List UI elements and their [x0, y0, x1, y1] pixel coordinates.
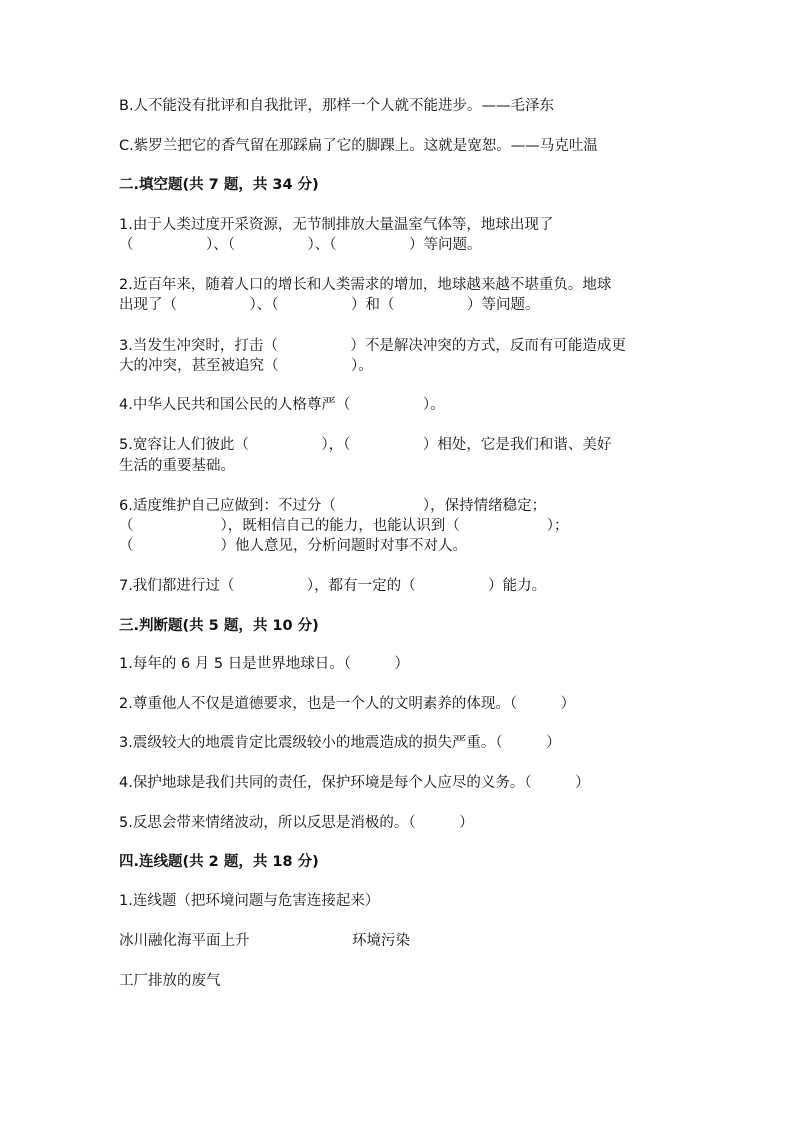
true-false-q3: 3.震级较大的地震肯定比震级较小的地震造成的损失严重。（ ） — [119, 735, 561, 751]
matching-right-item-1: 环境污染 — [352, 933, 410, 949]
fill-blank-q1-line1: 1.由于人类过度开采资源，无节制排放大量温室气体等，地球出现了 — [119, 217, 554, 233]
fill-blank-q2-line2: 出现了（ ）、（ ）和（ ）等问题。 — [119, 297, 540, 313]
fill-blank-q4-line1: 4.中华人民共和国公民的人格尊严（ ）。 — [119, 397, 445, 413]
fill-blank-q1-line2: （ ）、（ ）、（ ）等问题。 — [119, 237, 482, 253]
fill-blank-q6-line2: （ ），既相信自己的能力，也能认识到（ ）； — [119, 518, 569, 534]
fill-blank-q6-line3: （ ）他人意见，分析问题时对事不对人。 — [119, 538, 467, 554]
matching-left-item-1: 冰川融化海平面上升 — [119, 933, 250, 949]
true-false-q2: 2.尊重他人不仅是道德要求，也是一个人的文明素养的体现。（ ） — [119, 696, 576, 712]
section-heading-matching: 四.连线题(共 2 题，共 18 分) — [119, 854, 319, 870]
true-false-q5: 5.反思会带来情绪波动，所以反思是消极的。（ ） — [119, 815, 474, 831]
section-heading-true-false: 三.判断题(共 5 题，共 10 分) — [119, 618, 319, 634]
fill-blank-q6-line1: 6.适度维护自己应做到：不过分（ ），保持情绪稳定； — [119, 498, 547, 514]
option-b: B.人不能没有批评和自我批评，那样一个人就不能进步。——毛泽东 — [119, 98, 555, 114]
fill-blank-q5-line1: 5.宽容让人们彼此（ ），（ ）相处，它是我们和谐、美好 — [119, 437, 612, 453]
true-false-q4: 4.保护地球是我们共同的责任，保护环境是每个人应尽的义务。（ ） — [119, 775, 590, 791]
true-false-q1: 1.每年的 6 月 5 日是世界地球日。（ ） — [119, 656, 409, 672]
matching-q1: 1.连线题（把环境问题与危害连接起来） — [119, 893, 380, 909]
fill-blank-q3-line2: 大的冲突，甚至被追究（ ）。 — [119, 358, 373, 374]
fill-blank-q3-line1: 3.当发生冲突时，打击（ ）不是解决冲突的方式，反而有可能造成更 — [119, 338, 626, 354]
fill-blank-q7-line1: 7.我们都进行过（ ），都有一定的（ ）能力。 — [119, 578, 547, 594]
fill-blank-q5-line2: 生活的重要基础。 — [119, 458, 235, 474]
matching-left-item-2: 工厂排放的废气 — [119, 973, 221, 989]
section-heading-fill-blank: 二.填空题(共 7 题，共 34 分) — [119, 177, 319, 193]
fill-blank-q2-line1: 2.近百年来，随着人口的增长和人类需求的增加，地球越来越不堪重负。地球 — [119, 277, 612, 293]
option-c: C.紫罗兰把它的香气留在那踩扁了它的脚踝上。这就是宽恕。——马克吐温 — [119, 138, 598, 154]
